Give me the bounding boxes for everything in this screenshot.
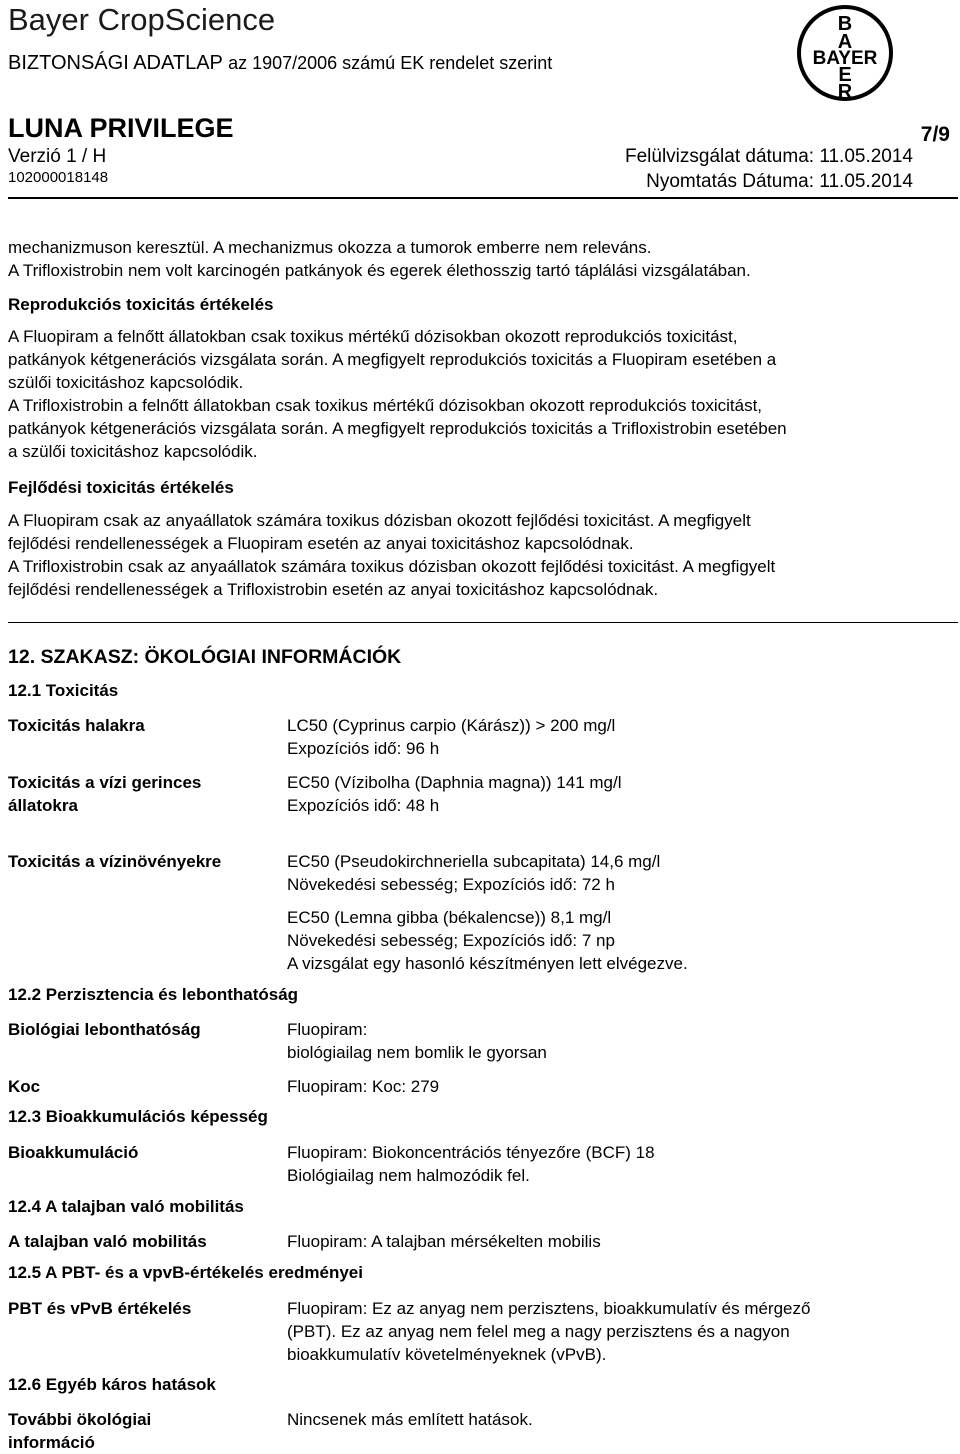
plant-toxicity-value-a bbox=[287, 850, 947, 896]
revision-date: Felülvizsgálat dátuma: 11.05.2014 bbox=[625, 146, 913, 167]
other-info-value: Nincsenek más említett hatások. bbox=[287, 1410, 533, 1429]
company-name: Bayer CropScience bbox=[8, 2, 276, 37]
bioaccumulation-label: Bioakkumuláció bbox=[8, 1143, 139, 1162]
value-line: EC50 (Vízibolha (Daphnia magna)) 141 mg/l bbox=[287, 773, 622, 792]
pbt-label: PBT és vPvB értékelés bbox=[8, 1299, 192, 1318]
dev-line: A Trifloxistrobin csak az anyaállatok számára toxikus dózisban okozott fejlődési toxicitást. A megfigyelt bbox=[8, 557, 776, 576]
label-line: További ökológiai bbox=[8, 1410, 152, 1429]
version: Verzió 1 / H bbox=[8, 146, 107, 167]
koc-label: Koc bbox=[8, 1077, 41, 1096]
label-line: Toxicitás a vízi gerinces bbox=[8, 773, 202, 792]
bayer-cross-logo bbox=[795, 3, 895, 103]
repro-heading: Reprodukciós toxicitás értékelés bbox=[8, 295, 274, 314]
value-line: Expozíciós idő: 48 h bbox=[287, 796, 440, 815]
fish-toxicity-label: Toxicitás halakra bbox=[8, 716, 145, 735]
label-line: állatokra bbox=[8, 796, 78, 815]
value-line: Növekedési sebesség; Expozíciós idő: 72 h bbox=[287, 875, 615, 894]
logo-letter-r: R bbox=[837, 81, 853, 103]
logo-letter-e: E bbox=[838, 64, 852, 86]
value-line: Biológiailag nem halmozódik fel. bbox=[287, 1166, 530, 1185]
subsection-12-6: 12.6 Egyéb káros hatások bbox=[8, 1375, 216, 1394]
header-divider bbox=[8, 197, 958, 199]
page-number: 7/9 bbox=[920, 123, 950, 146]
intro-paragraph bbox=[8, 236, 953, 282]
subsection-12-1: 12.1 Toxicitás bbox=[8, 681, 119, 700]
intro-line: mechanizmuson keresztül. A mechanizmus okozza a tumorok emberre nem releváns. bbox=[8, 238, 652, 257]
invertebrate-toxicity-label bbox=[8, 771, 278, 817]
biodegradability-label: Biológiai lebonthatóság bbox=[8, 1020, 201, 1039]
document-id: 102000018148 bbox=[8, 169, 109, 186]
sds-title bbox=[8, 52, 552, 75]
dev-heading: Fejlődési toxicitás értékelés bbox=[8, 478, 234, 497]
soil-mobility-value: Fluopiram: A talajban mérsékelten mobilis bbox=[287, 1232, 601, 1251]
subsection-12-2: 12.2 Perzisztencia és lebonthatóság bbox=[8, 985, 299, 1004]
value-line: biológiailag nem bomlik le gyorsan bbox=[287, 1043, 547, 1062]
value-line: Fluopiram: Ez az anyag nem perzisztens, bioakkumulatív és mérgező bbox=[287, 1299, 811, 1318]
value-line: Fluopiram: bbox=[287, 1020, 368, 1039]
value-line: Expozíciós idő: 96 h bbox=[287, 739, 440, 758]
pbt-value bbox=[287, 1297, 947, 1366]
invertebrate-toxicity-value bbox=[287, 771, 947, 817]
other-info-label bbox=[8, 1408, 278, 1454]
value-line: Növekedési sebesség; Expozíciós idő: 7 np bbox=[287, 931, 615, 950]
bioaccumulation-value bbox=[287, 1141, 947, 1187]
repro-line: patkányok kétgenerációs vizsgálata során. A megfigyelt reprodukciós toxicitás a Trifloxistrobin esetében bbox=[8, 419, 787, 438]
value-line: EC50 (Pseudokirchneriella subcapitata) 14,6 mg/l bbox=[287, 852, 661, 871]
dev-line: fejlődési rendellenességek a Trifloxistrobin esetén az anyai toxicitáshoz kapcsolódnak. bbox=[8, 580, 659, 599]
regulation-text: az 1907/2006 számú EK rendelet szerint bbox=[228, 53, 553, 73]
repro-line: patkányok kétgenerációs vizsgálata során. A megfigyelt reprodukciós toxicitás a Fluopiram esetében a bbox=[8, 350, 777, 369]
fish-toxicity-value bbox=[287, 714, 947, 760]
dev-paragraph bbox=[8, 509, 953, 601]
intro-line: A Trifloxistrobin nem volt karcinogén patkányok és egerek élethosszig tartó táplálási vizsgálatában. bbox=[8, 261, 751, 280]
label-line: információ bbox=[8, 1433, 95, 1452]
dev-line: fejlődési rendellenességek a Fluopiram esetén az anyai toxicitáshoz kapcsolódnak. bbox=[8, 534, 634, 553]
sds-title-text: BIZTONSÁGI ADATLAP bbox=[8, 52, 223, 74]
print-date: Nyomtatás Dátuma: 11.05.2014 bbox=[646, 171, 913, 192]
product-name: LUNA PRIVILEGE bbox=[8, 113, 234, 143]
section-12-title: 12. SZAKASZ: ÖKOLÓGIAI INFORMÁCIÓK bbox=[8, 646, 402, 668]
section-divider bbox=[8, 622, 958, 623]
value-line: A vizsgálat egy hasonló készítményen lett elvégezve. bbox=[287, 954, 688, 973]
koc-value: Fluopiram: Koc: 279 bbox=[287, 1077, 440, 1096]
subsection-12-3: 12.3 Bioakkumulációs képesség bbox=[8, 1107, 268, 1126]
biodegradability-value bbox=[287, 1018, 947, 1064]
plant-toxicity-label: Toxicitás a vízinövényekre bbox=[8, 852, 222, 871]
repro-line: A Trifloxistrobin a felnőtt állatokban csak toxikus mértékű dózisokban okozott reprodukciós toxicitást, bbox=[8, 396, 763, 415]
repro-line: szülői toxicitáshoz kapcsolódik. bbox=[8, 373, 244, 392]
logo-letter-a: A bbox=[837, 31, 853, 53]
repro-paragraph bbox=[8, 325, 953, 463]
repro-line: a szülői toxicitáshoz kapcsolódik. bbox=[8, 442, 258, 461]
value-line: Fluopiram: Biokoncentrációs tényezőre (BCF) 18 bbox=[287, 1143, 655, 1162]
dev-line: A Fluopiram csak az anyaállatok számára toxikus dózisban okozott fejlődési toxicitást. A megfigyelt bbox=[8, 511, 751, 530]
repro-line: A Fluopiram a felnőtt állatokban csak toxikus mértékű dózisokban okozott reprodukciós toxicitást, bbox=[8, 327, 738, 346]
subsection-12-5: 12.5 A PBT- és a vpvB-értékelés eredményei bbox=[8, 1263, 363, 1282]
value-line: bioakkumulatív követelményeknek (vPvB). bbox=[287, 1345, 607, 1364]
value-line: LC50 (Cyprinus carpio (Kárász)) > 200 mg/l bbox=[287, 716, 616, 735]
logo-letter-b: B bbox=[837, 13, 853, 35]
logo-word-bayer: BAYER bbox=[812, 48, 878, 69]
plant-toxicity-value-b bbox=[287, 906, 947, 975]
value-line: EC50 (Lemna gibba (békalencse)) 8,1 mg/l bbox=[287, 908, 612, 927]
soil-mobility-label: A talajban való mobilitás bbox=[8, 1232, 207, 1251]
subsection-12-4: 12.4 A talajban való mobilitás bbox=[8, 1197, 244, 1216]
value-line: (PBT). Ez az anyag nem felel meg a nagy perzisztens és a nagyon bbox=[287, 1322, 790, 1341]
